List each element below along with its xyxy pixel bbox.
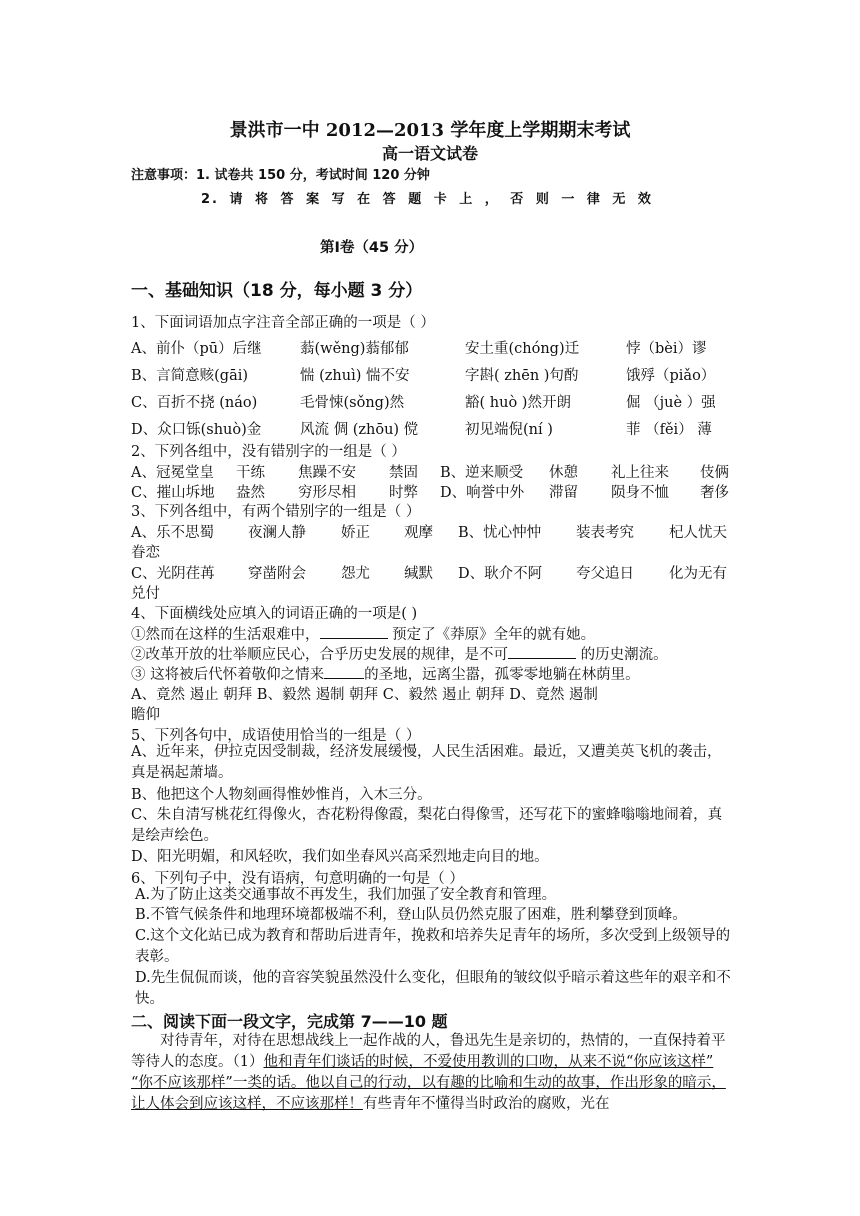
q2-r2-1: C、摧山坼地 (131, 485, 215, 501)
q3-r2-2: 穿凿附会 (248, 566, 306, 582)
q3-r1-7: 杞人忧天 (669, 525, 727, 541)
q1-d-4: 菲 （fěi） 薄 (626, 422, 712, 438)
q1-b-4: 饿殍（piǎo） (626, 368, 716, 384)
q5-option-c: C、朱自清写桃花红得像火，杏花粉得像霞，梨花白得像雪，还写花下的蜜蜂嗡嗡地闹着，真是绘声绘色。 (131, 807, 723, 844)
q1-d-2: 风流 倜 (zhōu) 傥 (300, 422, 419, 438)
q6-option-c: C.这个文化站已成为教育和帮助后进青年，挽救和培养失足青年的场所，多次受到上级领导的表彰。 (135, 928, 731, 965)
q3-r2-wrap: 兑付 (131, 586, 160, 602)
note-2: 2. 请 将 答 案 写 在 答 题 卡 上 ， 否 则 一 律 无 效 (201, 192, 653, 207)
q3-r2-7: 化为无有 (669, 566, 727, 582)
q4-blank-2 (508, 644, 576, 659)
exam-subtitle: 高一语文试卷 (381, 144, 478, 163)
section2-heading: 二、阅读下面一段文字，完成第 7——10 题 (131, 1012, 448, 1031)
q4-sentence-2 (131, 643, 668, 664)
q4-s1-b: 预定了《莽原》全年的就有她。 (387, 627, 596, 643)
q1-b-2: 惴 (zhuì) 惴不安 (300, 368, 410, 384)
reading-passage (131, 1031, 731, 1115)
q4-sentence-1 (131, 623, 595, 644)
volume-heading: 第Ⅰ卷（45 分） (320, 240, 424, 256)
q2-r1-3: 焦躁不安 (298, 465, 356, 481)
q3-r1-5: B、忧心忡忡 (458, 525, 542, 541)
q6-stem: 6、下列句子中，没有语病，句意明确的一句是（ ） (131, 871, 464, 887)
q1-b-1: B、言简意赅(gāi) (131, 368, 249, 384)
q4-stem: 4、下面横线处应填入的词语正确的一项是( ) (131, 606, 418, 622)
q4-s2-b: 的历史潮流。 (576, 647, 668, 663)
q5-option-a: A、近年来，伊拉克因受制裁，经济发展缓慢，人民生活困难。最近，又遭美英飞机的袭击，真是祸起萧墙。 (131, 744, 722, 781)
q4-blank-1 (320, 624, 388, 639)
q4-s3-b: 的圣地，远离尘嚣，孤零零地躺在林荫里。 (364, 667, 640, 683)
passage-end: 有些青年不懂得当时政治的腐败，光在 (363, 1096, 610, 1112)
q2-r1-7: 礼上往来 (611, 465, 669, 481)
q2-stem: 2、下列各组中，没有错别字的一组是（ ） (131, 444, 406, 460)
q3-r2-1: C、光阴荏苒 (131, 566, 215, 582)
q3-stem: 3、下列各组中，有两个错别字的一组是（ ） (131, 504, 421, 520)
q1-c-2: 毛骨悚(sǒng)然 (300, 395, 405, 411)
q2-r2-8: 奢侈 (700, 485, 729, 501)
q4-s3-a: ③ 这将被后代怀着敬仰之情来 (131, 667, 325, 683)
q2-r1-1: A、冠冕堂皇 (131, 465, 214, 481)
q2-r2-2: 盎然 (236, 485, 265, 501)
q4-blank-3 (324, 664, 364, 679)
q4-options-wrap: 瞻仰 (131, 707, 160, 723)
q2-r1-5: B、逆来顺受 (440, 465, 524, 481)
q2-r2-7: 陨身不恤 (611, 485, 669, 501)
q1-d-3: 初见端倪(ní ) (465, 422, 553, 438)
q4-sentence-3 (131, 663, 640, 684)
q1-c-1: C、百折不挠 (náo) (131, 395, 258, 411)
q2-r2-6: 滞留 (549, 485, 578, 501)
q3-r2-6: 夸父追日 (576, 566, 634, 582)
q2-r2-3: 穷形尽相 (298, 485, 356, 501)
q2-r1-4: 禁固 (389, 465, 418, 481)
passage-underlined: 他和青年们谈话的时候，不爱使用教训的口吻，从来不说“你应该这样” “你不应该那样”一类的话。他以自己的行动，以有趣的比喻和生动的故事，作出形象的暗示，让人体会到应该这样，不应该那样！ (131, 1054, 726, 1112)
q3-r2-3: 怨尤 (341, 566, 370, 582)
q2-r2-4: 时弊 (389, 485, 418, 501)
q5-option-b: B、他把这个人物刻画得惟妙惟肖，入木三分。 (131, 787, 432, 803)
q3-r2-5: D、耿介不阿 (458, 566, 543, 582)
exam-title: 景洪市一中 2012—2013 学年度上学期期末考试 (229, 120, 631, 141)
passage-start: 对待青年，对待在思想战线上一起作战的人，鲁迅先生是亲切的，热情的，一直保持着平等待人的态度。（1） (131, 1033, 726, 1070)
note-1: 1. 试卷共 150 分，考试时间 120 分钟 (196, 168, 430, 183)
q4-s2-a: ②改革开放的壮举顺应民心，合乎历史发展的规律，是不可 (131, 647, 508, 663)
q3-r2-4: 缄默 (404, 566, 433, 582)
q4-options: A、竟然 遏止 朝拜 B、毅然 遏制 朝拜 C、毅然 遏止 朝拜 D、竟然 遏制 (131, 687, 598, 703)
q3-r1-1: A、乐不思蜀 (131, 525, 214, 541)
q3-r1-6: 装表考究 (576, 525, 634, 541)
q3-r1-3: 娇正 (341, 525, 370, 541)
q1-a-4: 悖（bèi）谬 (626, 341, 707, 357)
section1-heading: 一、基础知识（18 分，每小题 3 分） (131, 281, 423, 301)
q6-option-d: D.先生侃侃而谈，他的音容笑貌虽然没什么变化，但眼角的皱纹似乎暗示着这些年的艰辛和不快。 (135, 970, 731, 1007)
q6-option-a: A.为了防止这类交通事故不再发生，我们加强了安全教育和管理。 (135, 887, 557, 903)
q2-r1-8: 伎俩 (700, 465, 729, 481)
notes-label: 注意事项： (131, 168, 197, 183)
q4-s1-a: ①然而在这样的生活艰难中， (131, 627, 320, 643)
q2-r2-5: D、响誉中外 (440, 485, 525, 501)
q3-r1-4: 观摩 (404, 525, 433, 541)
q2-r1-6: 休憩 (549, 465, 578, 481)
q5-option-d: D、阳光明媚，和风轻吹，我们如坐春风兴高采烈地走向目的地。 (131, 849, 549, 865)
q1-stem: 1、下面词语加点字注音全部正确的一项是（ ） (131, 315, 435, 331)
q1-c-4: 倔 （juè ）强 (626, 395, 716, 411)
q1-d-1: D、众口铄(shuò)金 (131, 422, 262, 438)
q3-r1-2: 夜澜人静 (248, 525, 306, 541)
q1-a-2: 蓊(wěng)蓊郁郁 (300, 341, 409, 357)
notes-line-1 (131, 164, 430, 183)
q1-c-3: 豁( huò )然开朗 (465, 395, 571, 411)
q1-b-3: 字斟( zhēn )句酌 (465, 368, 579, 384)
q1-a-3: 安土重(chóng)迁 (465, 341, 580, 357)
q1-a-1: A、前仆（pū）后继 (131, 341, 262, 357)
q5-stem: 5、下列各句中，成语使用恰当的一组是（ ） (131, 728, 421, 744)
q3-r1-wrap: 眷恋 (131, 545, 160, 561)
q2-r1-2: 干练 (236, 465, 265, 481)
q6-option-b: B.不管气候条件和地理环境都极端不利，登山队员仍然克服了困难，胜利攀登到顶峰。 (135, 907, 687, 923)
